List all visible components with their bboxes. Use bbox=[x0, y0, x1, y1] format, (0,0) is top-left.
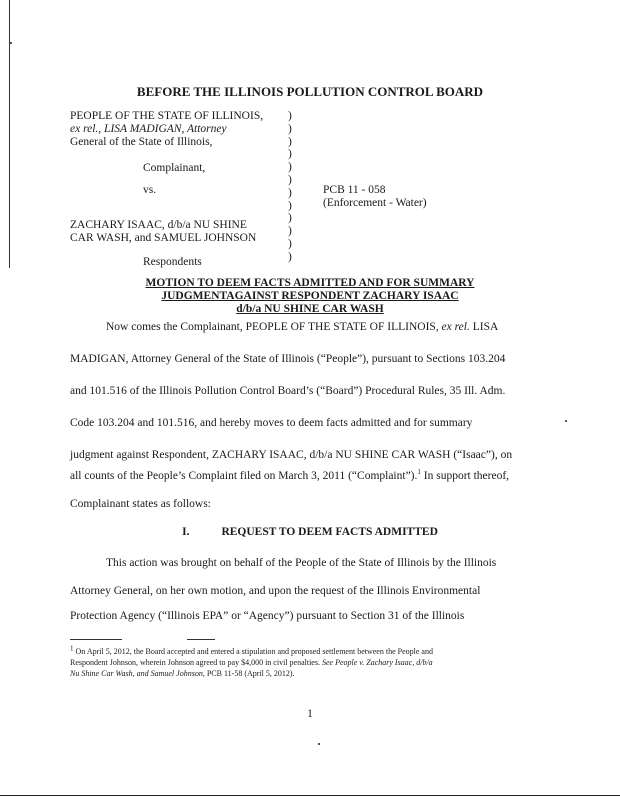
paren: ) bbox=[288, 186, 292, 199]
footnote-marker: 1 bbox=[70, 644, 74, 653]
motion-title bbox=[0, 277, 620, 316]
footnote-line-3 bbox=[70, 669, 295, 680]
plaintiff-line-2 bbox=[70, 123, 227, 136]
section-heading bbox=[0, 526, 620, 538]
paren: ) bbox=[288, 110, 292, 122]
paren: ) bbox=[288, 250, 292, 263]
footnote-line-2 bbox=[70, 658, 433, 669]
body-text: all counts of the People’s Complaint filed on March 3, 2011 (“Complaint”). bbox=[70, 470, 418, 482]
footnote-line-1 bbox=[70, 644, 433, 658]
body-line: MADIGAN, Attorney General of the State of Illinois (“People”), pursuant to Sections 103.204 bbox=[70, 353, 506, 365]
section-number: I. bbox=[182, 526, 190, 538]
plaintiff-line-2-text: ex rel., LISA MADIGAN, Attorney bbox=[70, 123, 227, 135]
footnote-separator bbox=[187, 639, 215, 640]
paren: ) bbox=[288, 148, 292, 161]
paren: ) bbox=[288, 237, 292, 250]
footnote-text-italic: See People v. Zachary Isaac, d/b/a bbox=[321, 658, 433, 667]
footnote-ref: 1 bbox=[417, 468, 421, 477]
page-number: 1 bbox=[307, 708, 313, 720]
scan-speck bbox=[10, 42, 12, 44]
paren: ) bbox=[288, 135, 292, 148]
paren: ) bbox=[288, 122, 292, 135]
caption-parentheses bbox=[288, 110, 298, 264]
defendant-line-2: CAR WASH, and SAMUEL JOHNSON bbox=[70, 232, 257, 244]
complainant-label: Complainant, bbox=[143, 162, 206, 174]
body-text: Now comes the Complainant, PEOPLE OF THE STATE OF ILLINOIS, bbox=[106, 321, 442, 333]
body-line bbox=[70, 470, 509, 482]
defendant-line-1: ZACHARY ISAAC, d/b/a NU SHINE bbox=[70, 219, 247, 231]
paren: ) bbox=[288, 212, 292, 225]
motion-title-line-1: MOTION TO DEEM FACTS ADMITTED AND FOR SUMMARY bbox=[145, 277, 475, 289]
vs-label: vs. bbox=[143, 184, 157, 196]
case-type: (Enforcement - Water) bbox=[323, 197, 427, 209]
paren: ) bbox=[288, 199, 292, 212]
scan-speck bbox=[565, 420, 567, 422]
body-line: and 101.516 of the Illinois Pollution Control Board’s (“Board”) Procedural Rules, 35 Ill. Adm. bbox=[70, 385, 506, 397]
respondents-label: Respondents bbox=[143, 256, 202, 268]
plaintiff-line-3: General of the State of Illinois, bbox=[70, 136, 213, 148]
footnote-text: On April 5, 2012, the Board accepted and entered a stipulation and proposed settlement between the People and bbox=[73, 647, 433, 656]
body-text: In support thereof, bbox=[420, 470, 510, 482]
scan-bottom-edge bbox=[0, 795, 620, 796]
body-line: Complainant states as follows: bbox=[70, 498, 211, 510]
body-text-italic: ex rel. bbox=[441, 321, 470, 333]
body-line: Code 103.204 and 101.516, and hereby moves to deem facts admitted and for summary bbox=[70, 417, 473, 429]
motion-title-line-2: JUDGMENTAGAINST RESPONDENT ZACHARY ISAAC bbox=[161, 290, 459, 302]
footnote-separator bbox=[70, 639, 122, 640]
paren: ) bbox=[288, 161, 292, 174]
body-text: LISA bbox=[469, 321, 499, 333]
motion-title-line-3: d/b/a NU SHINE CAR WASH bbox=[236, 303, 384, 315]
body-line: Attorney General, on her own motion, and upon the request of the Illinois Environmental bbox=[70, 585, 481, 597]
footnote-text: Respondent Johnson, wherein Johnson agreed to pay $4,000 in civil penalties. bbox=[70, 658, 322, 667]
paren: ) bbox=[288, 225, 292, 238]
paren: ) bbox=[288, 173, 292, 186]
case-number: PCB 11 - 058 bbox=[323, 184, 386, 196]
scan-margin-line bbox=[9, 0, 10, 268]
section-title: REQUEST TO DEEM FACTS ADMITTED bbox=[221, 526, 438, 538]
footnote-text-italic: Nu Shine Car Wash, and Samuel Johnson bbox=[70, 669, 203, 678]
plaintiff-line-1: PEOPLE OF THE STATE OF ILLINOIS, bbox=[70, 110, 264, 122]
body-line: Protection Agency (“Illinois EPA” or “Agency”) pursuant to Section 31 of the Illinois bbox=[70, 610, 465, 622]
body-line: judgment against Respondent, ZACHARY ISAAC, d/b/a NU SHINE CAR WASH (“Isaac”), on bbox=[70, 449, 513, 461]
body-line: This action was brought on behalf of the People of the State of Illinois by the Illinois bbox=[106, 557, 497, 569]
footnote-text: , PCB 11-58 (April 5, 2012). bbox=[202, 669, 295, 678]
body-line bbox=[106, 321, 498, 333]
board-title: BEFORE THE ILLINOIS POLLUTION CONTROL BOARD bbox=[136, 84, 484, 99]
scan-speck bbox=[318, 743, 320, 745]
